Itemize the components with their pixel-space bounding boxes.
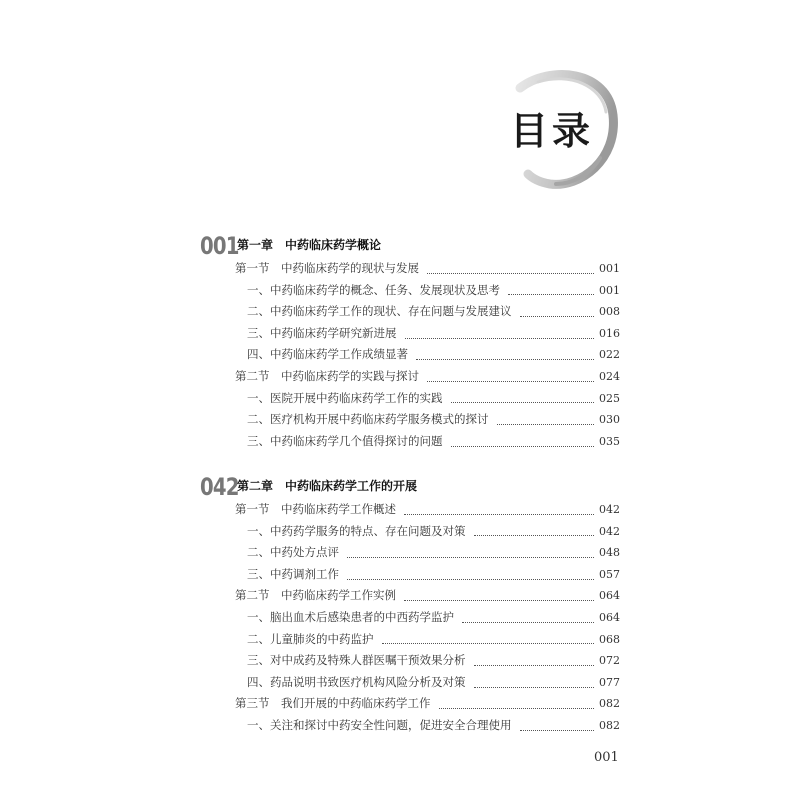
chapter-heading (200, 232, 620, 260)
toc-item[interactable] (200, 566, 620, 588)
dot-leader (508, 293, 594, 295)
chapter-title: 第二章 中药临床药学工作的开展 (237, 479, 418, 493)
toc-item[interactable] (200, 544, 620, 566)
dot-leader (520, 729, 595, 731)
toc-item[interactable] (200, 325, 620, 347)
dot-leader (405, 337, 595, 339)
toc-page-number: 024 (599, 369, 620, 383)
chapter-1 (200, 232, 620, 454)
toc-page-number: 068 (599, 632, 620, 646)
toc-page-number: 077 (599, 675, 620, 689)
toc-section[interactable] (200, 587, 620, 609)
toc-entry-text: 四、药品说明书致医疗机构风险分析及对策 (247, 674, 466, 689)
toc-page-number: 057 (599, 567, 620, 581)
toc-page-number: 035 (599, 434, 620, 448)
toc-item[interactable] (200, 411, 620, 433)
dot-leader (451, 401, 595, 403)
toc-entry-text: 二、中药处方点评 (247, 545, 339, 560)
toc-item[interactable] (200, 652, 620, 674)
toc-entry-text: 三、中药调剂工作 (247, 566, 339, 581)
toc-section[interactable] (200, 695, 620, 717)
dot-leader (474, 534, 595, 536)
dot-leader (451, 445, 595, 447)
dot-leader (462, 621, 594, 623)
chapter-2 (200, 473, 620, 739)
toc-entry-text: 一、脑出血术后感染患者的中西药学监护 (247, 609, 454, 624)
toc-page-number: 022 (599, 348, 620, 362)
toc-entry-text: 一、医院开展中药临床药学工作的实践 (247, 390, 443, 405)
toc-page-number: 016 (599, 326, 620, 340)
dot-leader (404, 599, 594, 601)
toc-item[interactable] (200, 390, 620, 412)
toc-page-number: 030 (599, 413, 620, 427)
toc-item[interactable] (200, 631, 620, 653)
toc-item[interactable] (200, 609, 620, 631)
dot-leader (474, 686, 595, 688)
toc-entry-text: 第一节 中药临床药学工作概述 (235, 502, 396, 516)
dot-leader (382, 642, 595, 644)
dot-leader (427, 272, 594, 274)
page-title: 目录 (510, 109, 595, 153)
toc-entry-text: 二、儿童肺炎的中药监护 (247, 631, 374, 646)
toc-entry-text: 四、中药临床药学工作成绩显著 (247, 347, 408, 362)
toc-page-number: 042 (599, 503, 620, 516)
toc-entry-text: 一、中药药学服务的特点、存在问题及对策 (247, 523, 466, 538)
toc-page-number: 072 (599, 654, 620, 668)
toc-section[interactable] (200, 260, 620, 282)
toc-item[interactable] (200, 282, 620, 304)
toc-entry-text: 三、中药临床药学几个值得探讨的问题 (247, 433, 443, 448)
toc-item[interactable] (200, 303, 620, 325)
dot-leader (416, 358, 594, 360)
toc-entry-text: 第三节 我们开展的中药临床药学工作 (235, 696, 431, 711)
toc-page-number: 048 (599, 546, 620, 560)
toc-item[interactable] (200, 717, 620, 739)
dot-leader (439, 707, 595, 709)
dot-leader (404, 513, 594, 515)
dot-leader (427, 380, 594, 382)
toc-entry-text: 第二节 中药临床药学工作实例 (235, 588, 396, 603)
toc-item[interactable] (200, 674, 620, 696)
toc-entry-text: 二、中药临床药学工作的现状、存在问题与发展建议 (247, 304, 512, 319)
toc-entry-text: 三、对中成药及特殊人群医嘱干预效果分析 (247, 653, 466, 668)
title-block (480, 60, 630, 200)
toc-entry-text: 二、医疗机构开展中药临床药学服务模式的探讨 (247, 412, 489, 427)
dot-leader (474, 664, 595, 666)
toc-list (200, 260, 620, 454)
chapter-title: 第一章 中药临床药学概论 (237, 238, 382, 252)
toc-page-number: 042 (599, 524, 620, 538)
dot-leader (347, 578, 594, 580)
chapter-number: 001 (200, 232, 239, 260)
toc-item[interactable] (200, 433, 620, 455)
toc-section[interactable] (200, 501, 620, 523)
dot-leader (520, 315, 595, 317)
page-number: 001 (594, 750, 619, 765)
toc-entry-text: 第二节 中药临床药学的实践与探讨 (235, 368, 419, 383)
toc-section[interactable] (200, 368, 620, 390)
toc-page-number: 082 (599, 718, 620, 732)
toc-page-number: 008 (599, 305, 620, 319)
toc-item[interactable] (200, 523, 620, 545)
chapter-number: 042 (200, 473, 239, 501)
toc-item[interactable] (200, 346, 620, 368)
toc-entry-text: 一、关注和探讨中药安全性问题，促进安全合理使用 (247, 717, 512, 732)
toc-page-number: 064 (599, 589, 620, 603)
toc-page-number: 025 (599, 391, 620, 405)
toc-list (200, 501, 620, 739)
dot-leader (497, 423, 595, 425)
toc-entry-text: 一、中药临床药学的概念、任务、发展现状及思考 (247, 282, 500, 297)
toc-page-number: 001 (599, 262, 620, 275)
toc-page-number: 001 (599, 283, 620, 297)
toc-page-number: 082 (599, 697, 620, 711)
chapter-heading (200, 473, 620, 501)
toc-page-number: 064 (599, 610, 620, 624)
dot-leader (347, 556, 594, 558)
toc-entry-text: 三、中药临床药学研究新进展 (247, 325, 397, 340)
toc-entry-text: 第一节 中药临床药学的现状与发展 (235, 261, 419, 275)
